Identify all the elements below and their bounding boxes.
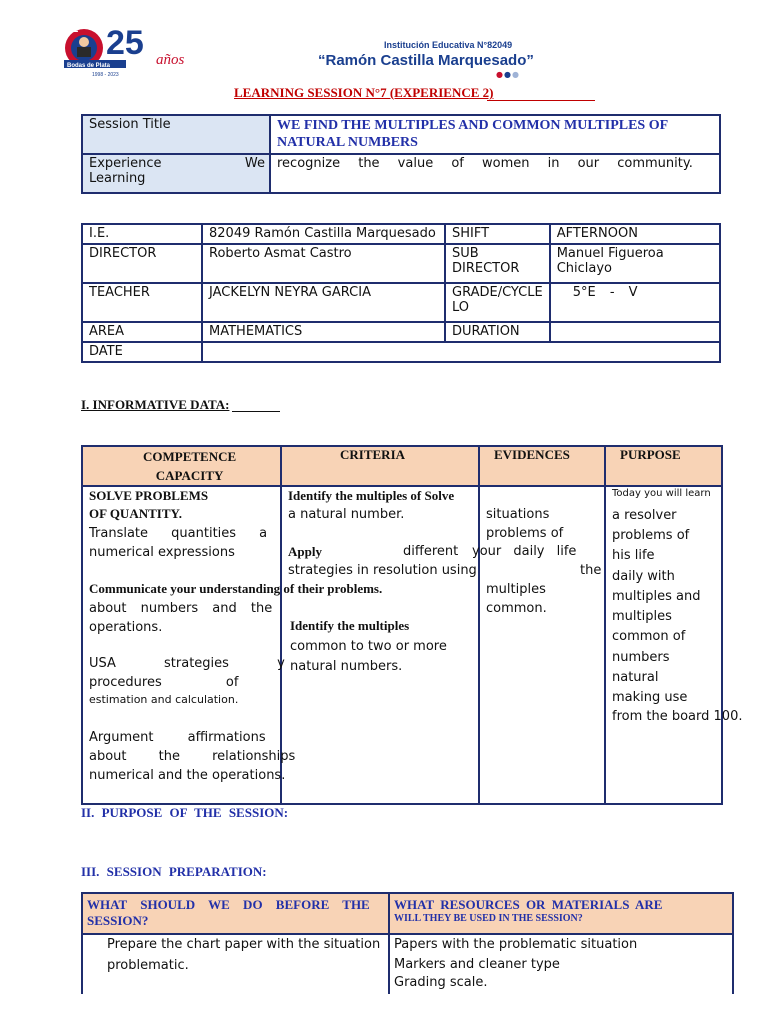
col-divider — [388, 894, 390, 994]
session-title-label: Session Title — [82, 115, 270, 154]
header-purpose: PURPOSE — [620, 447, 681, 462]
experience-label-1: Experience — [89, 156, 162, 171]
sub-director-value: Manuel Figueroa Chiclayo — [550, 244, 720, 283]
col-divider — [478, 447, 480, 803]
comp-5a: USA strategies y — [89, 656, 285, 671]
crit-2e: the — [580, 563, 602, 578]
prep-left-1: Prepare the chart paper with the situation — [107, 937, 381, 952]
session-title-value: WE FIND THE MULTIPLES AND COMMON MULTIPLES OF NATURAL NUMBERS — [270, 115, 720, 154]
col-divider — [604, 447, 606, 803]
area-label: AREA — [82, 322, 202, 342]
purp-6: multiples — [612, 609, 672, 624]
section-underline — [232, 411, 280, 412]
ie-label: I.E. — [82, 224, 202, 244]
date-label: DATE — [82, 342, 202, 362]
director-label: DIRECTOR — [82, 244, 202, 283]
area-value: MATHEMATICS — [202, 322, 445, 342]
purp-11: from the board 100. — [612, 709, 743, 724]
evid-1: situations — [486, 507, 550, 522]
crit-2a: Apply — [288, 544, 322, 559]
header-competence-1: COMPETENCE — [143, 449, 237, 464]
purp-7: common of — [612, 629, 686, 644]
comp-6b: about the relationships — [89, 749, 296, 764]
svg-text:Bodas de Plata: Bodas de Plata — [67, 63, 111, 69]
section-purpose-of-session: II. PURPOSE OF THE SESSION: — [81, 805, 289, 820]
purp-2: problems of — [612, 528, 690, 543]
purp-0: Today you will learn — [612, 488, 711, 499]
purp-3: his life — [612, 548, 655, 563]
comp-1a: SOLVE PROBLEMS — [89, 488, 209, 503]
sub-director-label — [445, 244, 550, 283]
svg-text:1998 - 2023: 1998 - 2023 — [92, 72, 119, 78]
prep-header-right-1: WHAT RESOURCES OR MATERIALS ARE — [394, 897, 663, 912]
prep-right-1: Papers with the problematic situation — [394, 937, 638, 952]
evid-3: multiples — [486, 582, 546, 597]
crit-1b: a natural number. — [288, 507, 405, 522]
svg-text:años: años — [156, 52, 185, 68]
comp-6c: numerical and the operations. — [89, 768, 286, 783]
experience-value: recognize the value of women in our community. — [270, 154, 720, 193]
prep-header-left-2: SESSION? — [87, 913, 149, 928]
prep-header-left-1: WHAT SHOULD WE DO BEFORE THE — [87, 897, 370, 912]
purp-4: daily with — [612, 569, 675, 584]
purp-8: numbers — [612, 650, 670, 665]
prep-right-2: Markers and cleaner type — [394, 957, 560, 972]
purp-9: natural — [612, 670, 659, 685]
comp-1b: OF QUANTITY. — [89, 506, 182, 521]
comp-5b: procedures of — [89, 675, 239, 690]
teacher-value: JACKELYN NEYRA GARCIA — [202, 283, 445, 322]
preparation-table — [81, 892, 734, 994]
grade-label — [445, 283, 550, 322]
heading-underline — [487, 100, 595, 101]
section-session-preparation: III. SESSION PREPARATION: — [81, 864, 267, 879]
sub-director-label-1: SUB — [452, 246, 479, 261]
anniversary-logo-icon — [62, 18, 187, 78]
comp-4b: operations. — [89, 620, 163, 635]
comp-2b: numerical expressions — [89, 545, 235, 560]
comp-4a: about numbers and the — [89, 601, 273, 616]
svg-text:25: 25 — [106, 24, 144, 62]
section-informative-data: I. INFORMATIVE DATA: — [81, 397, 230, 412]
info-table — [81, 223, 721, 363]
comp-5c: estimation and calculation. — [89, 693, 239, 706]
prep-header-right — [394, 897, 729, 924]
prep-left-2: problematic. — [107, 958, 189, 973]
crit-2b: different — [403, 544, 459, 559]
sub-director-label-2: DIRECTOR — [452, 261, 520, 276]
crit-3c: natural numbers. — [290, 659, 403, 674]
crit-1a: Identify the multiples of Solve — [288, 488, 455, 503]
header-competence-2: CAPACITY — [155, 468, 224, 483]
crit-3a: Identify the multiples — [290, 618, 410, 633]
competence-table — [81, 445, 743, 805]
duration-value — [550, 322, 720, 342]
grade-value: 5°E - V — [550, 283, 720, 322]
prep-header-left — [87, 897, 382, 929]
header-evidences: EVIDENCES — [494, 447, 570, 462]
shift-value: AFTERNOON — [550, 224, 720, 244]
purp-1: a resolver — [612, 508, 677, 523]
purp-10: making use — [612, 690, 688, 705]
experience-label-2: Learning — [89, 171, 146, 186]
session-heading: LEARNING SESSION N°7 (EXPERIENCE 2) — [234, 85, 494, 100]
grade-label-1: GRADE/CYCLE — [452, 285, 543, 300]
decorative-dots-icon: ●●● — [496, 70, 520, 79]
duration-label: DURATION — [445, 322, 550, 342]
comp-3: Communicate your understanding of their problems. — [89, 581, 383, 596]
comp-2a: Translate quantities a — [89, 526, 268, 541]
experience-label — [82, 154, 270, 193]
shift-label: SHIFT — [445, 224, 550, 244]
svg-text:IE: IE — [68, 23, 79, 35]
institution-line: Institución Educativa N°82049 — [384, 40, 513, 50]
grade-label-2: LO — [452, 300, 470, 315]
evid-2: problems of — [486, 526, 564, 541]
ie-value: 82049 Ramón Castilla Marquesado — [202, 224, 445, 244]
director-value: Roberto Asmat Castro — [202, 244, 445, 283]
header-competence — [143, 447, 236, 485]
session-table — [81, 114, 721, 194]
header-criteria: CRITERIA — [340, 447, 406, 462]
experience-we: We — [244, 156, 265, 171]
school-logo — [62, 18, 187, 78]
crit-2c: your daily life — [472, 544, 577, 559]
teacher-label: TEACHER — [82, 283, 202, 322]
crit-3b: common to two or more — [290, 639, 447, 654]
crit-2d: strategies in resolution using — [288, 563, 477, 578]
prep-right-3: Grading scale. — [394, 975, 488, 990]
comp-6a: Argument affirmations — [89, 730, 266, 745]
institution-name: “Ramón Castilla Marquesado” — [318, 52, 534, 69]
prep-header-right-2: WILL THEY BE USED IN THE SESSION? — [394, 913, 583, 924]
date-value — [202, 342, 720, 362]
evid-4: common. — [486, 601, 547, 616]
purp-5: multiples and — [612, 589, 701, 604]
